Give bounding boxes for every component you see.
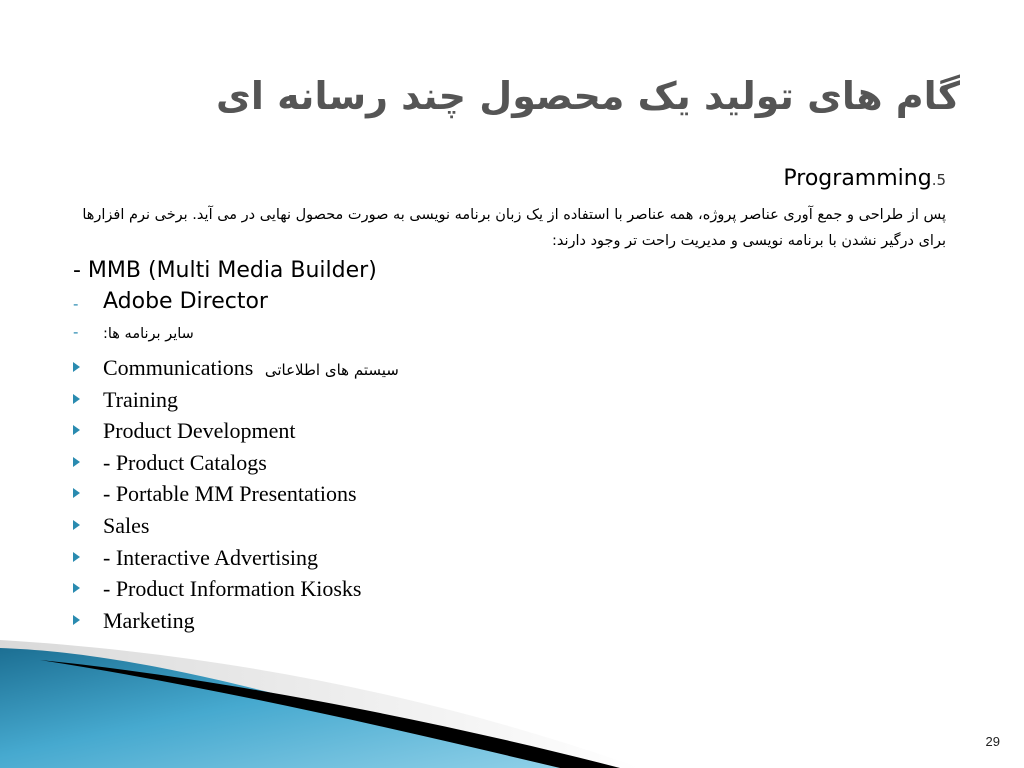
bullet-text: - Product Catalogs — [103, 449, 267, 475]
bullet-text: - Portable MM Presentations — [103, 481, 357, 507]
bullet-text: Marketing — [103, 607, 195, 633]
bullet-text: - Interactive Advertising — [103, 544, 319, 570]
heading-text: Programming — [783, 166, 932, 191]
bullet-text: Product Development — [103, 418, 296, 444]
dash-marker: - — [73, 295, 79, 313]
mmb-line: - MMB (Multi Media Builder) — [73, 258, 377, 283]
slide-title: گام های تولید یک محصول چند رسانه ای — [216, 74, 960, 118]
dash-marker: - — [73, 323, 79, 341]
bullet-text: - Product Information Kiosks — [103, 576, 362, 602]
bullet-text-en: Communications — [103, 355, 254, 380]
page-number: 29 — [985, 734, 1000, 749]
list-item-text: Adobe Director — [103, 289, 268, 314]
list-item-text: سایر برنامه ها: — [103, 326, 194, 342]
bullet-text: Sales — [103, 512, 150, 538]
description-paragraph: پس از طراحی و جمع آوری عناصر پروژه، همه عناصر با استفاده از یک زبان برنامه نویسی به صورت محصول نهایی در می آید. برخی نرم افزارها برای درگیر نشدن با برنامه نویسی و مدیریت راحت تر وجود دارند: — [82, 207, 946, 249]
bullet-text: Training — [103, 386, 178, 412]
bullet-text-fa: سیستم های اطلاعاتی — [264, 361, 399, 379]
heading-number: .5 — [931, 171, 946, 189]
